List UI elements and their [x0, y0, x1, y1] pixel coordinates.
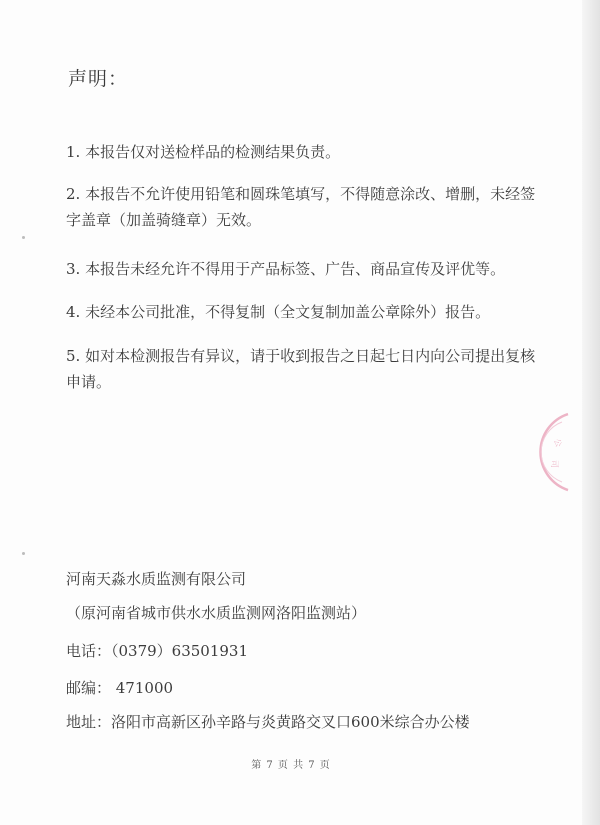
company-former-name: （原河南省城市供水水质监测网洛阳监测站） — [66, 604, 367, 622]
company-postcode: 邮编： 471000 — [66, 679, 174, 697]
svg-text:司: 司 — [550, 460, 559, 468]
declaration-heading: 声明： — [68, 68, 129, 90]
company-address: 地址：洛阳市高新区孙辛路与炎黄路交叉口600米综合办公楼 — [66, 713, 470, 731]
scan-speck — [22, 552, 25, 555]
statement-2: 2. 本报告不允许使用铅笔和圆珠笔填写，不得随意涂改、增删，未经签字盖章（加盖骑缝章）无效。 — [66, 185, 536, 229]
statement-1: 1. 本报告仅对送检样品的检测结果负责。 — [66, 143, 341, 161]
company-name: 河南天淼水质监测有限公司 — [66, 570, 247, 588]
statement-3: 3. 本报告未经允许不得用于产品标签、广告、商品宣传及评优等。 — [66, 260, 506, 278]
scan-speck — [22, 236, 25, 239]
page-number-footer: 第 7 页 共 7 页 — [251, 760, 331, 771]
statement-5: 5. 如对本检测报告有异议，请于收到报告之日起七日内向公司提出复核申请。 — [66, 347, 536, 391]
company-seal-stamp — [528, 410, 572, 494]
company-phone: 电话：（0379）63501931 — [66, 642, 249, 660]
statement-4: 4. 未经本公司批准，不得复制（全文复制加盖公章除外）报告。 — [66, 303, 491, 321]
page-edge-shadow — [582, 0, 600, 825]
svg-text:公: 公 — [552, 437, 564, 449]
